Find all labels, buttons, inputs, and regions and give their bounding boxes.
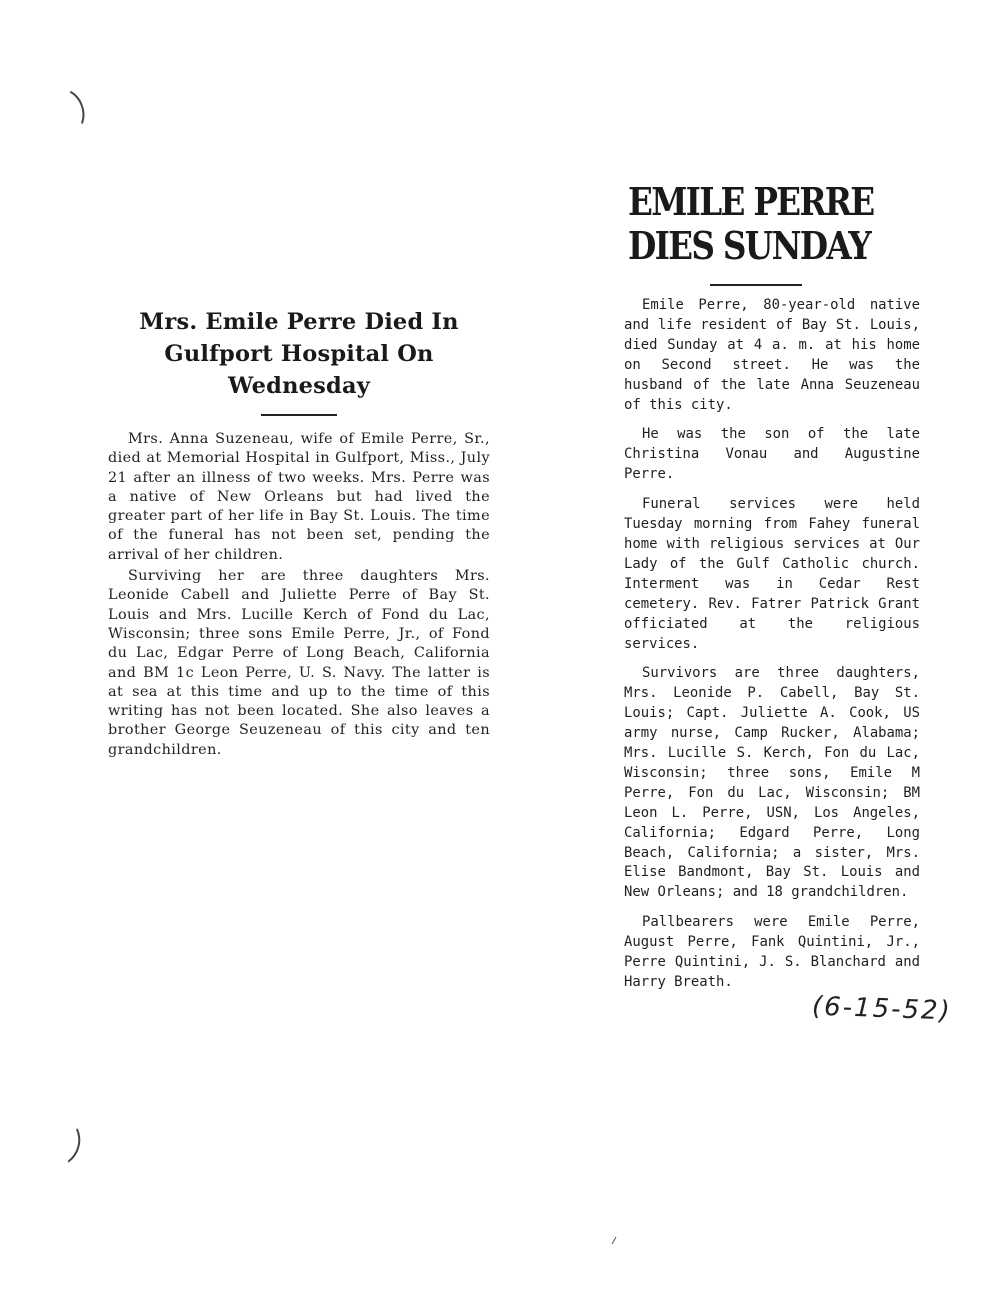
right-paragraph-4: Survivors are three daughters, Mrs. Leonide P. Cabell, Bay St. Louis; Capt. Juliette A. Cook, US army nurse, Camp Rucker, Alabama; Mrs. Lucille S. Kerch, Fon du Lac, Wisconsin; three sons, Emile M Perre, Fon du Lac, Wisconsin; BM Leon L. Perre, USN, Los Angeles, California; Edgard Perre, Long Beach, California; a sister, Mrs. Elise Bandmont, Bay St. Louis and New Orleans; and 18 grandchildren. xyxy=(624,665,920,901)
punch-hole-bottom xyxy=(34,1114,85,1171)
punch-hole-top xyxy=(37,83,91,142)
left-headline: Mrs. Emile Perre Died In Gulfport Hospital On Wednesday xyxy=(139,309,459,399)
left-paragraph-2: Surviving her are three daughters Mrs. Leonide Cabell and Juliette Perre of Bay St. Louis and Mrs. Lucille Kerch of Fond du Lac, Wisconsin; three sons Emile Perre, Jr., of Fond du Lac, Edgar Perre of Long Beach, California and BM 1c Leon Perre, U. S. Navy. The latter is at sea at this time and up to the time of this writing has not been located. She also leaves a brother George Seuzeneau of this city and ten grandchildren. xyxy=(108,568,490,758)
right-paragraph-2: He was the son of the late Christina Vonau and Augustine Perre. xyxy=(624,426,920,483)
right-paragraph-3: Funeral services were held Tuesday morning from Fahey funeral home with religious services at Our Lady of the Gulf Catholic church. Interment was in Cedar Rest cemetery. Rev. Fatrer Patrick Grant officiated at the religious services. xyxy=(624,496,920,652)
right-paragraph-5: Pallbearers were Emile Perre, August Perre, Fank Quintini, Jr., Perre Quintini, J. S. Blanchard and Harry Breath. xyxy=(624,914,920,990)
right-article-body xyxy=(624,296,920,993)
left-article-body xyxy=(108,430,490,760)
left-obituary-clipping xyxy=(108,296,490,896)
left-headline-rule xyxy=(261,414,337,416)
handwritten-date-note: (6-15-52) xyxy=(811,991,953,1027)
right-headline-line-2: DIES SUNDAY xyxy=(628,223,870,268)
left-paragraph-1: Mrs. Anna Suzeneau, wife of Emile Perre, Sr., died at Memorial Hospital in Gulfport, Miss., July 21 after an illness of two weeks. Mrs. Perre was a native of New Orleans but had lived the greater part of her life in Bay St. Louis. The time of the funeral has not been set, pending the arrival of her children. xyxy=(108,431,490,563)
stray-pen-mark xyxy=(612,1237,617,1244)
right-headline-rule xyxy=(710,284,802,286)
right-headline-line-1: EMILE PERRE xyxy=(628,179,874,224)
right-paragraph-1: Emile Perre, 80-year-old native and life resident of Bay St. Louis, died Sunday at 4 a. m. at his home on Second street. He was the husband of the late Anna Seuzeneau of this city. xyxy=(624,297,920,413)
right-obituary-clipping xyxy=(624,180,920,1003)
